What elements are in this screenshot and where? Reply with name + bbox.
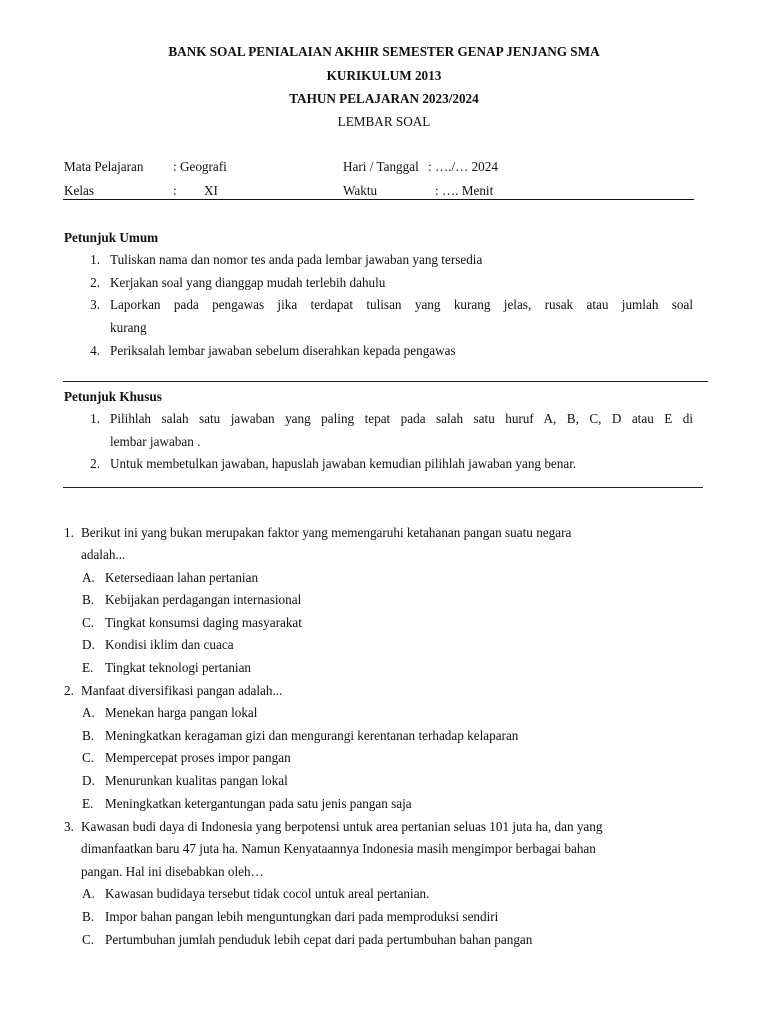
option-text: Meningkatkan ketergantungan pada satu jenis pangan saja bbox=[105, 796, 412, 811]
special-item-text: Untuk membetulkan jawaban, hapuslah jawaban kemudian pilihlah jawaban yang benar. bbox=[110, 456, 577, 471]
special-item-number: 1. bbox=[90, 411, 100, 426]
subject-label: Mata Pelajaran bbox=[64, 159, 144, 174]
general-divider bbox=[63, 381, 708, 382]
question-number: 3. bbox=[64, 819, 74, 834]
general-instructions-title: Petunjuk Umum bbox=[64, 230, 159, 245]
general-item-number: 2. bbox=[90, 275, 100, 290]
curriculum-title: KURIKULUM 2013 bbox=[326, 68, 442, 83]
subject-value: : Geografi bbox=[173, 159, 227, 174]
question-text: dimanfaatkan baru 47 juta ha. Namun Kenyataannya Indonesia masih mengimpor berbagai bahan bbox=[81, 841, 596, 856]
info-divider bbox=[63, 199, 694, 200]
option-text: Ketersediaan lahan pertanian bbox=[105, 570, 259, 585]
option-text: Kondisi iklim dan cuaca bbox=[105, 637, 234, 652]
academic-year-title: TAHUN PELAJARAN 2023/2024 bbox=[289, 91, 479, 106]
special-item-text: lembar jawaban . bbox=[110, 434, 201, 449]
time-label: Waktu bbox=[343, 183, 378, 198]
option-letter: A. bbox=[82, 886, 95, 901]
general-item-number: 1. bbox=[90, 252, 100, 267]
option-text: Impor bahan pangan lebih menguntungkan dari pada memproduksi sendiri bbox=[105, 909, 499, 924]
class-value: XI bbox=[204, 183, 218, 198]
sheet-title: LEMBAR SOAL bbox=[337, 114, 431, 129]
option-letter: A. bbox=[82, 705, 95, 720]
class-colon: : bbox=[173, 183, 177, 198]
question-text: Kawasan budi daya di Indonesia yang berpotensi untuk area pertanian seluas 101 juta ha, dan yang bbox=[81, 819, 603, 834]
general-item-text: Kerjakan soal yang dianggap mudah terlebih dahulu bbox=[110, 275, 386, 290]
option-text: Pertumbuhan jumlah penduduk lebih cepat dari pada pertumbuhan bahan pangan bbox=[105, 932, 533, 947]
option-letter: D. bbox=[82, 637, 95, 652]
option-text: Kawasan budidaya tersebut tidak cocol untuk areal pertanian. bbox=[105, 886, 430, 901]
special-item-number: 2. bbox=[90, 456, 100, 471]
option-letter: D. bbox=[82, 773, 95, 788]
special-divider bbox=[63, 487, 703, 488]
question-number: 1. bbox=[64, 525, 74, 540]
question-text: adalah... bbox=[81, 547, 126, 562]
question-text: Manfaat diversifikasi pangan adalah... bbox=[81, 683, 283, 698]
option-text: Menekan harga pangan lokal bbox=[105, 705, 258, 720]
day-value: : …./… 2024 bbox=[428, 159, 498, 174]
class-label: Kelas bbox=[64, 183, 95, 198]
option-letter: B. bbox=[82, 728, 95, 743]
option-text: Mempercepat proses impor pangan bbox=[105, 750, 291, 765]
option-letter: B. bbox=[82, 592, 95, 607]
general-item-text: Tuliskan nama dan nomor tes anda pada lembar jawaban yang tersedia bbox=[110, 252, 483, 267]
option-letter: E. bbox=[82, 796, 94, 811]
option-text: Menurunkan kualitas pangan lokal bbox=[105, 773, 288, 788]
special-instructions-title: Petunjuk Khusus bbox=[64, 389, 162, 404]
option-letter: C. bbox=[82, 932, 95, 947]
day-label: Hari / Tanggal bbox=[343, 159, 419, 174]
option-text: Tingkat konsumsi daging masyarakat bbox=[105, 615, 302, 630]
question-number: 2. bbox=[64, 683, 74, 698]
general-item-text: kurang bbox=[110, 320, 147, 335]
option-letter: C. bbox=[82, 615, 95, 630]
option-letter: C. bbox=[82, 750, 95, 765]
option-text: Meningkatkan keragaman gizi dan mengurangi kerentanan terhadap kelaparan bbox=[105, 728, 519, 743]
option-letter: A. bbox=[82, 570, 95, 585]
general-item-number: 3. bbox=[90, 297, 100, 312]
general-item-text: Laporkan pada pengawas jika terdapat tulisan yang kurang jelas, rusak atau jumlah soal bbox=[110, 297, 693, 312]
time-value: : …. Menit bbox=[435, 183, 494, 198]
question-text: Berikut ini yang bukan merupakan faktor yang memengaruhi ketahanan pangan suatu negara bbox=[81, 525, 572, 540]
option-letter: B. bbox=[82, 909, 95, 924]
page-title: BANK SOAL PENIALAIAN AKHIR SEMESTER GENAP JENJANG SMA bbox=[168, 44, 600, 59]
general-item-text: Periksalah lembar jawaban sebelum diserahkan kepada pengawas bbox=[110, 343, 456, 358]
question-text: pangan. Hal ini disebabkan oleh… bbox=[81, 864, 264, 879]
option-text: Kebijakan perdagangan internasional bbox=[105, 592, 302, 607]
general-item-number: 4. bbox=[90, 343, 100, 358]
option-letter: E. bbox=[82, 660, 94, 675]
special-item-text: Pilihlah salah satu jawaban yang paling tepat pada salah satu huruf A, B, C, D atau E di bbox=[110, 411, 693, 426]
option-text: Tingkat teknologi pertanian bbox=[105, 660, 252, 675]
